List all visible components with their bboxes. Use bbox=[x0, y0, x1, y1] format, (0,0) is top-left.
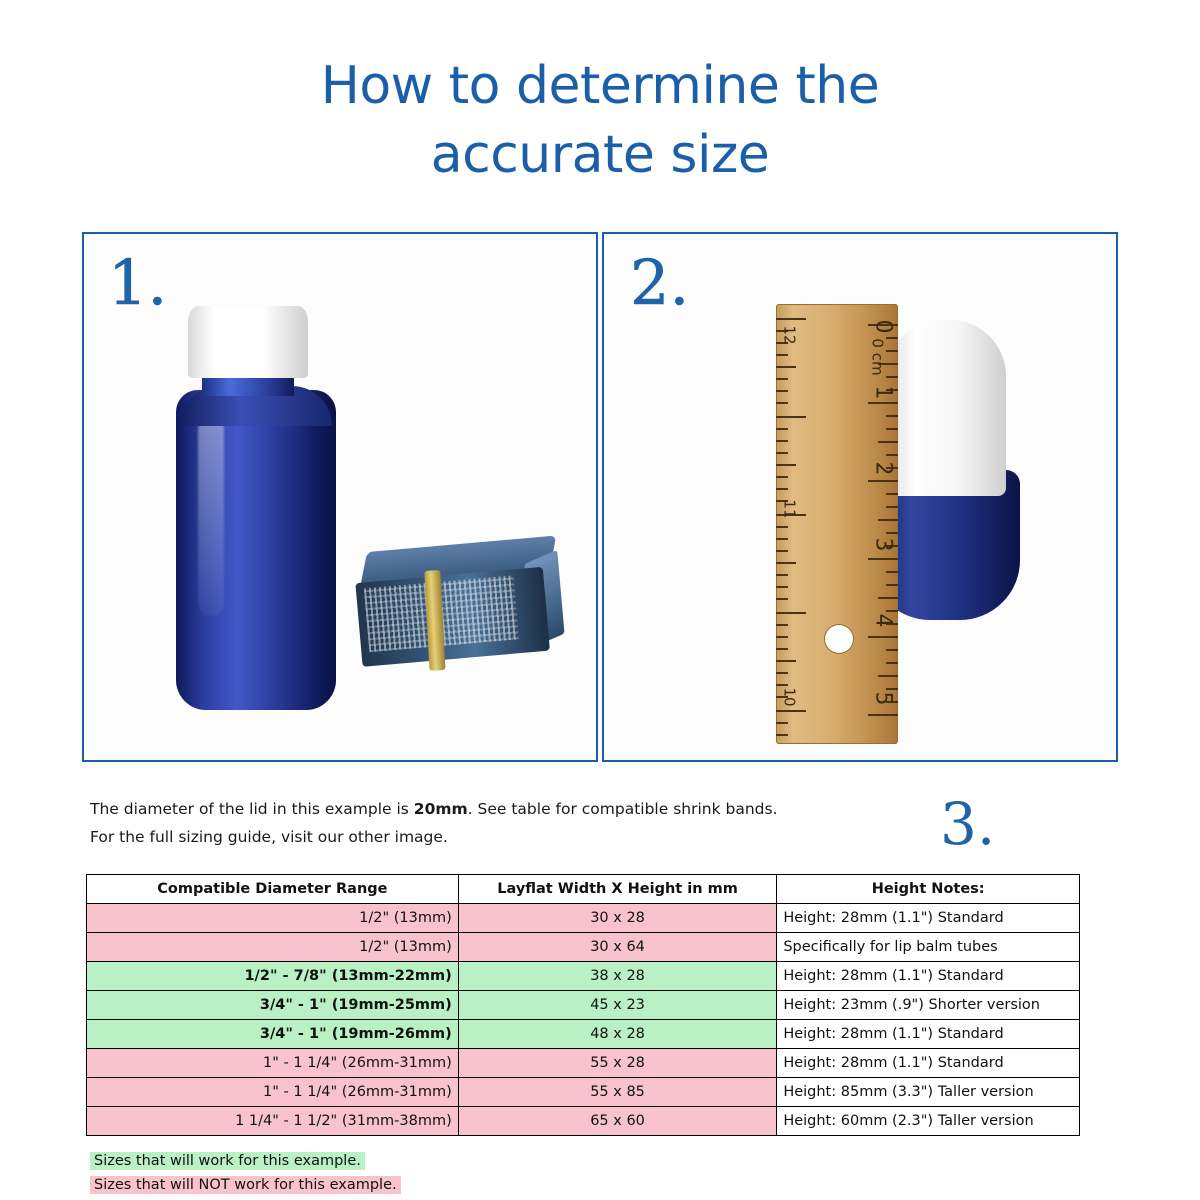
ruler-label-11: 11 bbox=[780, 499, 799, 519]
ruler-label-12: 12 bbox=[780, 325, 799, 345]
ruler-label-1: 1 bbox=[870, 385, 896, 400]
note-line-1-before: The diameter of the lid in this example is bbox=[90, 800, 414, 818]
note-line-2: For the full sizing guide, visit our other image. bbox=[90, 828, 448, 846]
size-table bbox=[86, 874, 1080, 1136]
table-row bbox=[87, 904, 1080, 933]
cell-dims: 30 x 64 bbox=[458, 933, 777, 962]
wooden-ruler bbox=[776, 304, 898, 744]
bottle-body bbox=[176, 390, 336, 710]
ruler-label-cm: 0 cm bbox=[868, 338, 887, 376]
cell-range: 1" - 1 1/4" (26mm-31mm) bbox=[87, 1078, 459, 1107]
cell-range: 1/2" (13mm) bbox=[87, 904, 459, 933]
table-row bbox=[87, 1078, 1080, 1107]
table-row bbox=[87, 1020, 1080, 1049]
ruler-label-2: 2 bbox=[870, 461, 896, 476]
step-2-panel bbox=[602, 232, 1118, 762]
jar-white-cap bbox=[886, 320, 1006, 496]
cell-notes: Specifically for lip balm tubes bbox=[777, 933, 1080, 962]
table-header-range: Compatible Diameter Range bbox=[87, 875, 459, 904]
table-row bbox=[87, 962, 1080, 991]
legend-works: Sizes that will work for this example. bbox=[90, 1152, 365, 1170]
cell-range: 3/4" - 1" (19mm-25mm) bbox=[87, 991, 459, 1020]
table-row bbox=[87, 933, 1080, 962]
steps-panels bbox=[82, 232, 1118, 762]
cell-dims: 65 x 60 bbox=[458, 1107, 777, 1136]
cell-notes: Height: 23mm (.9") Shorter version bbox=[777, 991, 1080, 1020]
cell-range: 1 1/4" - 1 1/2" (31mm-38mm) bbox=[87, 1107, 459, 1136]
ruler-ticks-left bbox=[776, 304, 822, 744]
ruler-hanging-hole bbox=[824, 624, 854, 654]
table-header-row bbox=[87, 875, 1080, 904]
cell-notes: Height: 28mm (1.1") Standard bbox=[777, 904, 1080, 933]
cell-notes: Height: 85mm (3.3") Taller version bbox=[777, 1078, 1080, 1107]
cell-range: 3/4" - 1" (19mm-26mm) bbox=[87, 1020, 459, 1049]
cell-notes: Height: 28mm (1.1") Standard bbox=[777, 1020, 1080, 1049]
cell-notes: Height: 28mm (1.1") Standard bbox=[777, 962, 1080, 991]
cell-dims: 30 x 28 bbox=[458, 904, 777, 933]
cell-dims: 45 x 23 bbox=[458, 991, 777, 1020]
ruler-label-10: 10 bbox=[780, 687, 799, 707]
ruler-label-4: 4 bbox=[870, 613, 896, 628]
table-header-notes: Height Notes: bbox=[777, 875, 1080, 904]
step-1-panel bbox=[82, 232, 598, 762]
cell-dims: 55 x 28 bbox=[458, 1049, 777, 1078]
table-row bbox=[87, 1049, 1080, 1078]
legend-not-works: Sizes that will NOT work for this example. bbox=[90, 1176, 401, 1194]
cell-range: 1" - 1 1/4" (26mm-31mm) bbox=[87, 1049, 459, 1078]
ruler-label-5: 5 bbox=[870, 691, 896, 706]
step-3-number: 3. bbox=[940, 790, 996, 858]
ruler-label-0: 0 bbox=[870, 319, 896, 334]
cell-notes: Height: 28mm (1.1") Standard bbox=[777, 1049, 1080, 1078]
shrink-band-stack-illustration bbox=[346, 525, 578, 694]
cell-notes: Height: 60mm (2.3") Taller version bbox=[777, 1107, 1080, 1136]
note-line-1-after: . See table for compatible shrink bands. bbox=[467, 800, 778, 818]
ruler-label-3: 3 bbox=[870, 537, 896, 552]
table-row bbox=[87, 1107, 1080, 1136]
cell-dims: 48 x 28 bbox=[458, 1020, 777, 1049]
cell-range: 1/2" (13mm) bbox=[87, 933, 459, 962]
size-table-wrapper bbox=[86, 874, 1080, 1136]
cell-dims: 55 x 85 bbox=[458, 1078, 777, 1107]
step-1-number: 1. bbox=[108, 246, 168, 319]
page-title-line-1: How to determine the bbox=[320, 56, 880, 116]
cell-range: 1/2" - 7/8" (13mm-22mm) bbox=[87, 962, 459, 991]
cell-dims: 38 x 28 bbox=[458, 962, 777, 991]
step-2-number: 2. bbox=[630, 246, 690, 319]
note-diameter-value: 20mm bbox=[413, 800, 468, 818]
note-line-1 bbox=[90, 800, 778, 818]
blue-bottle-illustration bbox=[176, 306, 336, 726]
bottle-white-cap bbox=[188, 306, 308, 378]
page-title bbox=[0, 52, 1200, 189]
table-header-dims: Layflat Width X Height in mm bbox=[458, 875, 777, 904]
cap-on-jar-illustration bbox=[886, 320, 1022, 620]
page-title-line-2: accurate size bbox=[430, 124, 770, 185]
table-row bbox=[87, 991, 1080, 1020]
